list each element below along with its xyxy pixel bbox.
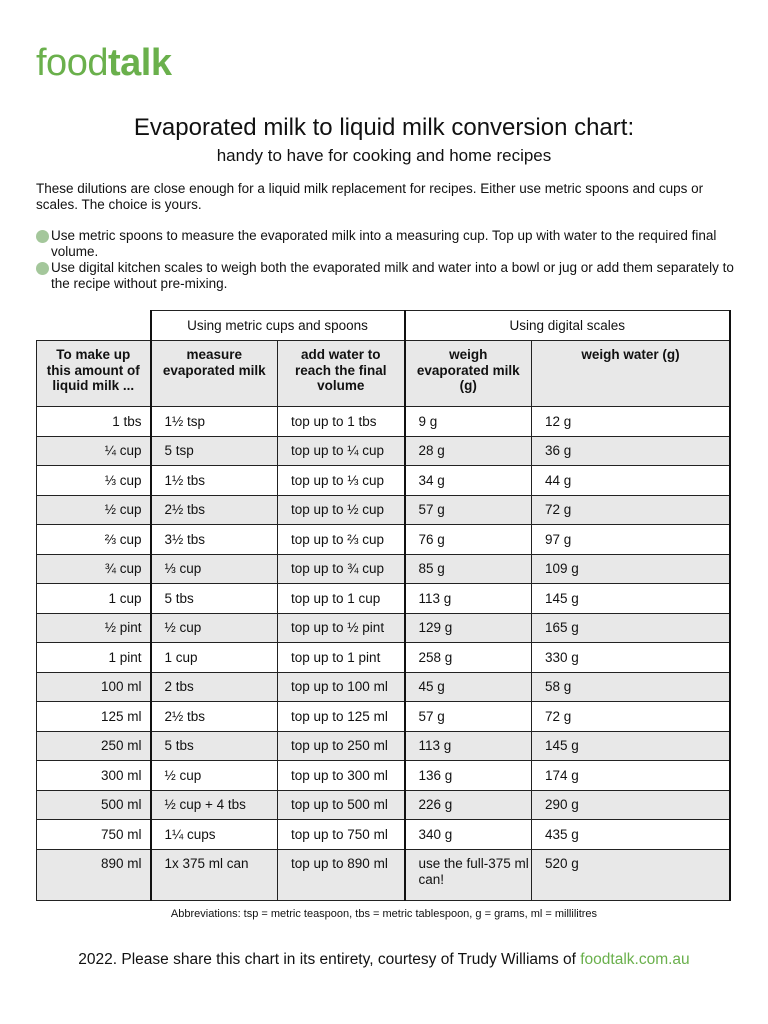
cell-amount: ⅔ cup: [37, 525, 151, 555]
cell-weigh-milk: 113 g: [405, 731, 532, 761]
column-header-weigh-water: weigh water (g): [532, 341, 731, 407]
cell-add-water: top up to 1 cup: [278, 584, 405, 614]
cell-weigh-milk: 258 g: [405, 643, 532, 673]
cell-measure: 2½ tbs: [151, 702, 278, 732]
cell-weigh-milk: 34 g: [405, 466, 532, 496]
cell-weigh-milk: 113 g: [405, 584, 532, 614]
table-row: [37, 731, 731, 761]
cell-weigh-milk: 129 g: [405, 613, 532, 643]
cell-add-water: top up to 300 ml: [278, 761, 405, 791]
abbreviations-note: Abbreviations: tsp = metric teaspoon, tbs = metric tablespoon, g = grams, ml = millilitres: [170, 908, 598, 920]
conversion-table: [36, 310, 731, 901]
group-header-row: [37, 311, 731, 341]
cell-amount: ½ cup: [37, 495, 151, 525]
column-header-measure: measure evaporated milk: [151, 341, 278, 407]
cell-weigh-milk: 76 g: [405, 525, 532, 555]
cell-amount: 125 ml: [37, 702, 151, 732]
cell-amount: 750 ml: [37, 820, 151, 850]
cell-weigh-water: 36 g: [532, 436, 731, 466]
cell-measure: 5 tsp: [151, 436, 278, 466]
cell-measure: 5 tbs: [151, 584, 278, 614]
cell-weigh-milk: 45 g: [405, 672, 532, 702]
cell-amount: ½ pint: [37, 613, 151, 643]
cell-weigh-water: 165 g: [532, 613, 731, 643]
table-row: [37, 643, 731, 673]
cell-amount: 1 pint: [37, 643, 151, 673]
cell-add-water: top up to ¾ cup: [278, 554, 405, 584]
group-header-empty: [37, 311, 151, 341]
bullet-dot-icon: [36, 230, 49, 243]
cell-measure: 1 cup: [151, 643, 278, 673]
table-body: [37, 407, 731, 901]
cell-weigh-milk: 28 g: [405, 436, 532, 466]
cell-weigh-water: 145 g: [532, 731, 731, 761]
cell-add-water: top up to ⅓ cup: [278, 466, 405, 496]
cell-measure: 1¼ cups: [151, 820, 278, 850]
cell-add-water: top up to 100 ml: [278, 672, 405, 702]
cell-add-water: top up to ⅔ cup: [278, 525, 405, 555]
cell-weigh-water: 109 g: [532, 554, 731, 584]
cell-amount: ⅓ cup: [37, 466, 151, 496]
cell-amount: ¾ cup: [37, 554, 151, 584]
cell-measure: 2 tbs: [151, 672, 278, 702]
table-row: [37, 525, 731, 555]
cell-weigh-milk: 136 g: [405, 761, 532, 791]
cell-weigh-milk: 9 g: [405, 407, 532, 437]
table-row: [37, 407, 731, 437]
cell-weigh-milk: 340 g: [405, 820, 532, 850]
column-header-amount: To make up this amount of liquid milk ...: [37, 341, 151, 407]
cell-weigh-milk: 226 g: [405, 790, 532, 820]
table-row: [37, 761, 731, 791]
footer-text: 2022. Please share this chart in its entirety, courtesy of Trudy Williams of: [78, 951, 581, 968]
table-row: [37, 849, 731, 900]
cell-add-water: top up to ½ cup: [278, 495, 405, 525]
page-title: Evaporated milk to liquid milk conversion chart:: [133, 114, 635, 141]
cell-measure: ½ cup: [151, 761, 278, 791]
cell-add-water: top up to 500 ml: [278, 790, 405, 820]
method-item-spoons: [36, 228, 736, 259]
cell-measure: 1½ tbs: [151, 466, 278, 496]
cell-measure: ½ cup: [151, 613, 278, 643]
cell-amount: ¼ cup: [37, 436, 151, 466]
cell-amount: 300 ml: [37, 761, 151, 791]
cell-add-water: top up to 1 tbs: [278, 407, 405, 437]
cell-weigh-milk: 57 g: [405, 495, 532, 525]
cell-add-water: top up to 1 pint: [278, 643, 405, 673]
cell-add-water: top up to 125 ml: [278, 702, 405, 732]
cell-add-water: top up to ½ pint: [278, 613, 405, 643]
footer-credit: [0, 951, 768, 969]
foodtalk-logo: [36, 42, 171, 85]
cell-weigh-water: 174 g: [532, 761, 731, 791]
cell-weigh-water: 290 g: [532, 790, 731, 820]
cell-weigh-milk: 57 g: [405, 702, 532, 732]
column-header-row: [37, 341, 731, 407]
cell-weigh-water: 72 g: [532, 702, 731, 732]
cell-measure: 1½ tsp: [151, 407, 278, 437]
cell-amount: 1 cup: [37, 584, 151, 614]
bullet-dot-icon: [36, 262, 49, 275]
cell-amount: 250 ml: [37, 731, 151, 761]
cell-measure: 5 tbs: [151, 731, 278, 761]
column-header-weigh-milk: weigh evaporated milk (g): [405, 341, 532, 407]
cell-weigh-milk: 85 g: [405, 554, 532, 584]
cell-weigh-water: 97 g: [532, 525, 731, 555]
table-row: [37, 613, 731, 643]
table-row: [37, 790, 731, 820]
cell-amount: 890 ml: [37, 849, 151, 900]
cell-weigh-milk: use the full-375 ml can!: [405, 849, 532, 900]
table-row: [37, 436, 731, 466]
cell-weigh-water: 330 g: [532, 643, 731, 673]
logo-text-food: food: [36, 42, 108, 84]
table-row: [37, 702, 731, 732]
cell-measure: 2½ tbs: [151, 495, 278, 525]
cell-amount: 1 tbs: [37, 407, 151, 437]
cell-add-water: top up to 890 ml: [278, 849, 405, 900]
cell-weigh-water: 520 g: [532, 849, 731, 900]
cell-weigh-water: 145 g: [532, 584, 731, 614]
group-header-cups: Using metric cups and spoons: [151, 311, 405, 341]
cell-add-water: top up to ¼ cup: [278, 436, 405, 466]
table-row: [37, 466, 731, 496]
intro-paragraph: These dilutions are close enough for a liquid milk replacement for recipes. Either use metric spoons and cups or scales. The choice is yours.: [36, 181, 704, 212]
table-row: [37, 495, 731, 525]
table-row: [37, 820, 731, 850]
cell-amount: 100 ml: [37, 672, 151, 702]
cell-amount: 500 ml: [37, 790, 151, 820]
method-text: Use metric spoons to measure the evaporated milk into a measuring cup. Top up with water to the required final volume.: [51, 228, 717, 259]
cell-weigh-water: 12 g: [532, 407, 731, 437]
cell-weigh-water: 72 g: [532, 495, 731, 525]
table-row: [37, 554, 731, 584]
table-row: [37, 672, 731, 702]
method-item-scales: [36, 260, 736, 291]
cell-weigh-water: 435 g: [532, 820, 731, 850]
page-subtitle: handy to have for cooking and home recipes: [216, 146, 552, 165]
cell-weigh-water: 58 g: [532, 672, 731, 702]
cell-measure: 3½ tbs: [151, 525, 278, 555]
footer-link-food: food: [580, 951, 611, 968]
method-text: Use digital kitchen scales to weigh both the evaporated milk and water into a bowl or jug or add them separately to the recipe without pre-mixing.: [51, 260, 734, 291]
cell-measure: 1x 375 ml can: [151, 849, 278, 900]
cell-measure: ½ cup + 4 tbs: [151, 790, 278, 820]
logo-text-talk: talk: [107, 42, 172, 84]
method-list: [36, 228, 736, 292]
column-header-add-water: add water to reach the final volume: [278, 341, 405, 407]
footer-link: [580, 951, 689, 968]
cell-weigh-water: 44 g: [532, 466, 731, 496]
cell-add-water: top up to 250 ml: [278, 731, 405, 761]
cell-measure: ⅓ cup: [151, 554, 278, 584]
group-header-scales: Using digital scales: [405, 311, 731, 341]
table-row: [37, 584, 731, 614]
cell-add-water: top up to 750 ml: [278, 820, 405, 850]
footer-link-rest: talk.com.au: [610, 951, 690, 968]
